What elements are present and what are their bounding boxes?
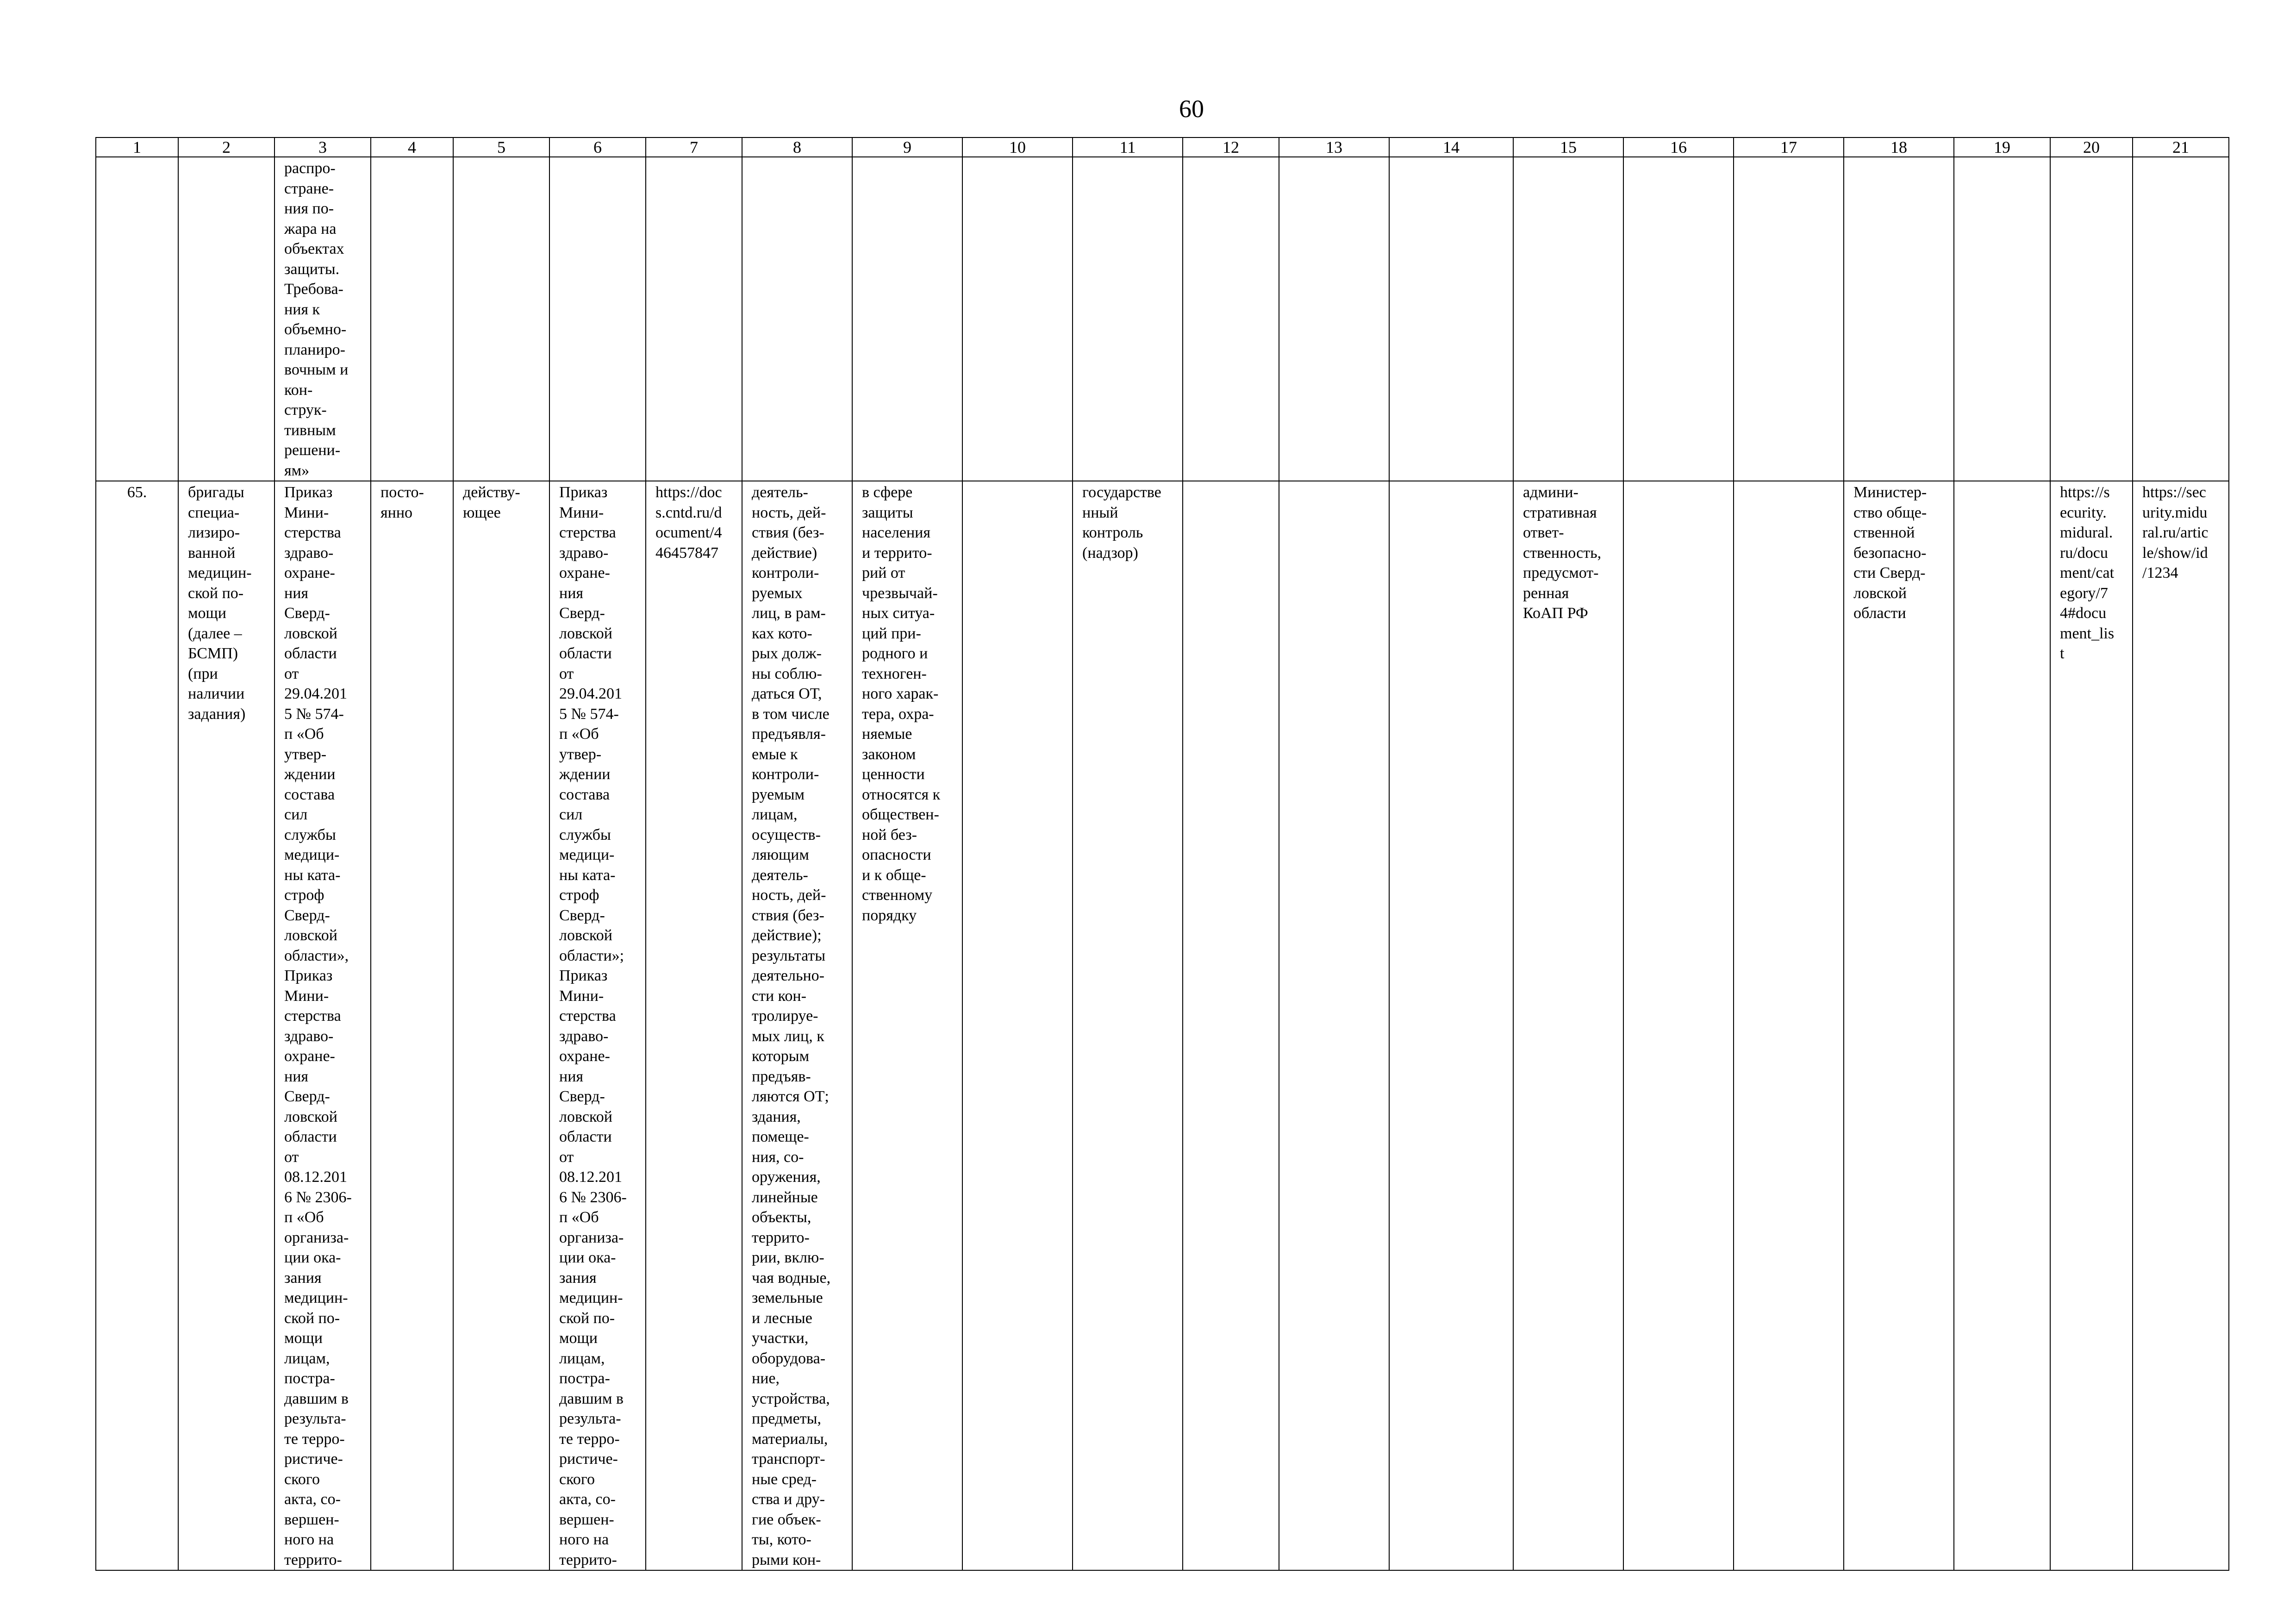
row-number-cell: 65. xyxy=(96,481,178,1570)
link-cell[interactable]: https://s ecurity. midural. ru/docu ment/cat egory/7 4#docu ment_lis t xyxy=(2050,481,2133,1570)
column-header: 13 xyxy=(1279,137,1389,157)
table-cell xyxy=(1954,481,2050,1570)
table-cell: админи- стративная ответ- ственность, предусмот- ренная КоАП РФ xyxy=(1513,481,1623,1570)
table-cell xyxy=(1734,157,1844,481)
column-header: 21 xyxy=(2133,137,2229,157)
table-cell: Приказ Мини- стерства здраво- охране- ния Сверд- ловской области от 29.04.201 5 № 574- п «Об утвер- ждении состава сил службы медици- ны ката- строф Сверд- ловской области»; Приказ Мини- стерства здраво- охране- ния Сверд- ловской области от 08.12.201 6 № 2306- п «Об организа- ции ока- зания медицин- ской по- мощи лицам, постра- давшим в результа- те терро- ристиче- ского акта, со- вершен- ного на террито- xyxy=(549,481,646,1570)
table-cell xyxy=(1073,157,1183,481)
table-cell xyxy=(852,157,962,481)
table-cell xyxy=(2133,157,2229,481)
table-cell xyxy=(96,157,178,481)
table-cell: бригады специа- лизиро- ванной медицин- ской по- мощи (далее – БСМП) (при наличии задания) xyxy=(178,481,275,1570)
table-cell xyxy=(1844,157,1954,481)
column-header: 3 xyxy=(275,137,371,157)
column-header: 10 xyxy=(962,137,1073,157)
column-header: 5 xyxy=(453,137,549,157)
table-cell xyxy=(742,157,852,481)
column-number-row xyxy=(96,137,2229,157)
table-cell: действу- ющее xyxy=(453,481,549,1570)
table-cell xyxy=(1623,157,1734,481)
page-number: 60 xyxy=(1179,95,1204,123)
column-header: 16 xyxy=(1623,137,1734,157)
link-cell[interactable]: https://doc s.cntd.ru/d ocument/4 46457847 xyxy=(646,481,742,1570)
table-cell: деятель- ность, дей- ствия (без- действие) контроли- руемых лиц, в рам- ках кото- рых долж- ны соблю- даться ОТ, в том числе предъявля- емые к контроли- руемым лицам, осуществ- ляющим деятель- ность, дей- ствия (без- действие); результаты деятельно- сти кон- тролируе- мых лиц, к которым предъяв- ляются ОТ; здания, помеще- ния, со- оружения, линейные объекты, террито- рии, вклю- чая водные, земельные и лесные участки, оборудова- ние, устройства, предметы, материалы, транспорт- ные сред- ства и дру- гие объек- ты, кото- рыми кон- xyxy=(742,481,852,1570)
table-cell xyxy=(1389,157,1513,481)
table-cell: распро- стране- ния по- жара на объектах защиты. Требова- ния к объемно- планиро- вочным и кон- струк- тивным решени- ям» xyxy=(275,157,371,481)
column-header: 12 xyxy=(1183,137,1279,157)
table-cell xyxy=(1513,157,1623,481)
column-header: 6 xyxy=(549,137,646,157)
table-cell xyxy=(1954,157,2050,481)
table-cell: в сфере защиты населения и террито- рий от чрезвычай- ных ситуа- ций при- родного и техноген- ного харак- тера, охра- няемые законом ценности относятся к обществен- ной без- опасности и к обще- ственному порядку xyxy=(852,481,962,1570)
table-row-65 xyxy=(96,481,2229,1570)
table-cell: государстве нный контроль (надзор) xyxy=(1073,481,1183,1570)
table-cell xyxy=(1279,157,1389,481)
table-cell: Министер- ство обще- ственной безопасно- сти Сверд- ловской области xyxy=(1844,481,1954,1570)
table-cell: посто- янно xyxy=(371,481,453,1570)
column-header: 7 xyxy=(646,137,742,157)
table-cell xyxy=(1734,481,1844,1570)
column-header: 4 xyxy=(371,137,453,157)
document-table xyxy=(95,137,2229,1571)
column-header: 15 xyxy=(1513,137,1623,157)
table-cell xyxy=(1389,481,1513,1570)
column-header: 18 xyxy=(1844,137,1954,157)
table-cell xyxy=(1279,481,1389,1570)
column-header: 17 xyxy=(1734,137,1844,157)
column-header: 1 xyxy=(96,137,178,157)
table-cell xyxy=(1183,157,1279,481)
column-header: 19 xyxy=(1954,137,2050,157)
column-header: 9 xyxy=(852,137,962,157)
table-cell xyxy=(453,157,549,481)
column-header: 8 xyxy=(742,137,852,157)
table-cell xyxy=(178,157,275,481)
table-cell xyxy=(2050,157,2133,481)
table-cell xyxy=(962,481,1073,1570)
column-header: 20 xyxy=(2050,137,2133,157)
column-header: 11 xyxy=(1073,137,1183,157)
column-header: 14 xyxy=(1389,137,1513,157)
link-cell[interactable]: https://sec urity.midu ral.ru/artic le/show/id /1234 xyxy=(2133,481,2229,1570)
table-cell xyxy=(962,157,1073,481)
column-header: 2 xyxy=(178,137,275,157)
table-cell xyxy=(549,157,646,481)
table-cell xyxy=(371,157,453,481)
table-cell: Приказ Мини- стерства здраво- охране- ния Сверд- ловской области от 29.04.201 5 № 574- п «Об утвер- ждении состава сил службы медици- ны ката- строф Сверд- ловской области», Приказ Мини- стерства здраво- охране- ния Сверд- ловской области от 08.12.201 6 № 2306- п «Об организа- ции ока- зания медицин- ской по- мощи лицам, постра- давшим в результа- те терро- ристиче- ского акта, со- вершен- ного на террито- xyxy=(275,481,371,1570)
table-cell xyxy=(1183,481,1279,1570)
table-row-continuation xyxy=(96,157,2229,481)
table-cell xyxy=(1623,481,1734,1570)
table-cell xyxy=(646,157,742,481)
